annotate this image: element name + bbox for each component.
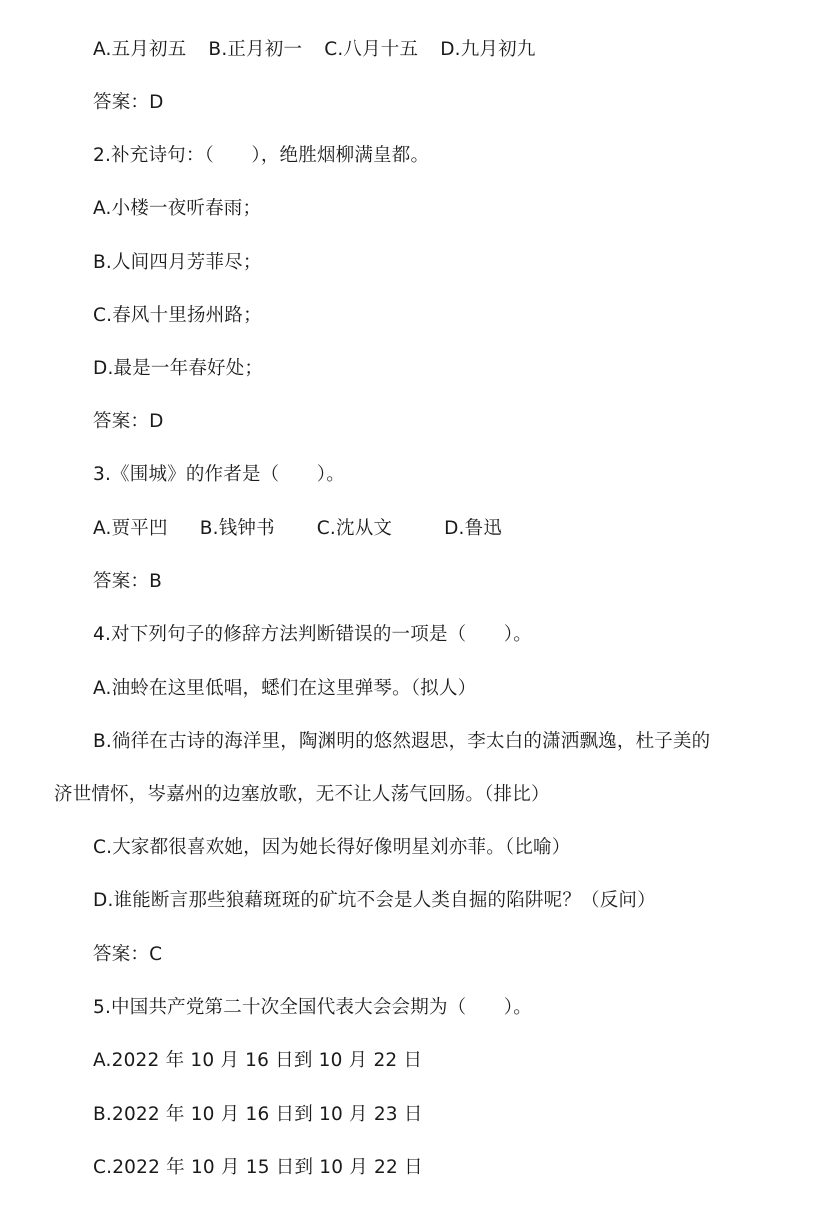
answer-2: 答案：D	[93, 411, 164, 432]
option-a: A.五月初五	[93, 39, 187, 60]
question-4-option-a: A.油蛉在这里低唱，蟋们在这里弹琴。（拟人）	[93, 678, 477, 699]
question-2-option-c: C.春风十里扬州路；	[93, 305, 262, 326]
question-4: 4.对下列句子的修辞方法判断错误的一项是（ ）。	[93, 624, 532, 645]
question-5-option-c: C.2022 年 10 月 15 日到 10 月 22 日	[93, 1157, 423, 1178]
option-d: D.鲁迅	[444, 518, 503, 539]
answer-3: 答案：B	[93, 571, 162, 592]
option-c: C.沈从文	[316, 518, 393, 539]
answer-1: 答案：D	[93, 92, 164, 113]
question-2-option-b: B.人间四月芳菲尽；	[93, 252, 262, 273]
question-5-option-b: B.2022 年 10 月 16 日到 10 月 23 日	[93, 1104, 423, 1125]
question-2-option-a: A.小楼一夜听春雨；	[93, 198, 262, 219]
question-3: 3.《围城》的作者是（ ）。	[93, 464, 345, 485]
option-c: C.八月十五	[324, 39, 419, 60]
question-4-option-d: D.谁能断言那些狼藉斑斑的矿坑不会是人类自掘的陷阱呢？（反问）	[93, 890, 656, 911]
question-5-option-a: A.2022 年 10 月 16 日到 10 月 22 日	[93, 1050, 423, 1071]
question-4-option-b: B.徜徉在古诗的海洋里，陶渊明的悠然遐思，李太白的潇洒飘逸，杜子美的	[93, 731, 711, 752]
question-3-options	[93, 516, 502, 542]
question-1-options	[93, 37, 536, 63]
question-4-option-c: C.大家都很喜欢她，因为她长得好像明星刘亦菲。（比喻）	[93, 837, 571, 858]
question-4-option-b-continued: 济世情怀，岑嘉州的边塞放歌，无不让人荡气回肠。（排比）	[54, 784, 550, 805]
option-b: B.钱钟书	[199, 518, 275, 539]
option-d: D.九月初九	[440, 39, 536, 60]
answer-4: 答案：C	[93, 944, 163, 965]
question-2-option-d: D.最是一年春好处；	[93, 358, 264, 379]
question-5: 5.中国共产党第二十次全国代表大会会期为（ ）。	[93, 997, 532, 1018]
question-2: 2.补充诗句：（ ），绝胜烟柳满皇都。	[93, 145, 430, 166]
option-a: A.贾平凹	[93, 518, 168, 539]
option-b: B.正月初一	[208, 39, 303, 60]
